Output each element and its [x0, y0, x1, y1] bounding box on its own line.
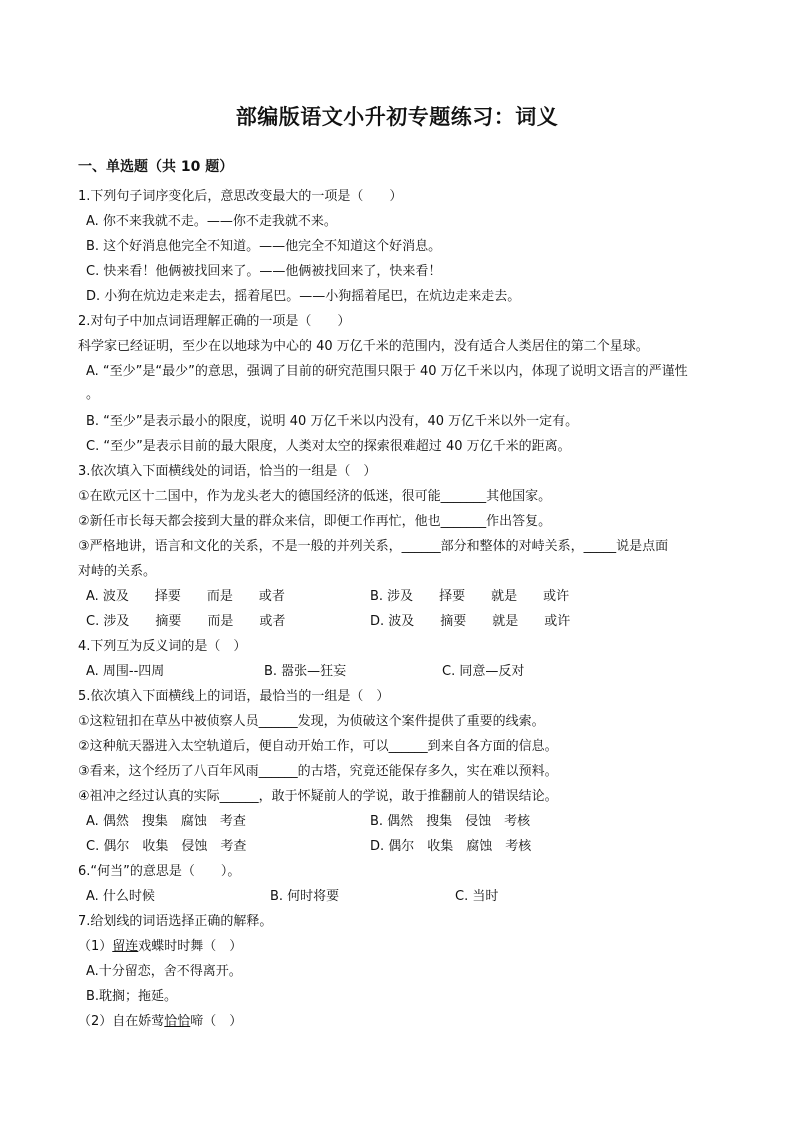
question-5-option-b: B. 偶然 搜集 侵蚀 考核: [370, 814, 531, 829]
question-7-part-1: [78, 938, 242, 956]
question-3-sentence-2: [78, 513, 551, 531]
question-1-option-d: D. 小狗在炕边走来走去，摇着尾巴。——小狗摇着尾巴，在炕边走来走去。: [86, 289, 521, 304]
sentence-text: ①在欧元区十二国中，作为龙头老大的德国经济的低迷，很可能: [78, 489, 441, 504]
question-7-part-1-option-b: B.耽搁；拖延。: [86, 989, 178, 1004]
sentence-text: 戏蝶时时舞（ ）: [138, 939, 243, 954]
question-5-option-c: C. 偶尔 收集 侵蚀 考查: [86, 839, 247, 854]
blank-line: ______: [258, 764, 298, 779]
sentence-text: 的古塔，究竟还能保存多久，实在难以预料。: [297, 764, 558, 779]
question-1-option-a: A. 你不来我就不走。——你不走我就不来。: [86, 214, 337, 229]
question-3-option-c: C. 涉及 摘要 而是 或者: [86, 614, 286, 629]
sentence-text: 作出答复。: [486, 514, 552, 529]
question-3-option-a: A. 波及 择要 而是 或者: [86, 589, 285, 604]
sentence-text: 发现，为侦破这个案件提供了重要的线索。: [297, 714, 545, 729]
question-6-option-a: A. 什么时候: [86, 889, 155, 904]
sentence-text: ③严格地讲，语言和文化的关系，不是一般的并列关系，: [78, 539, 402, 554]
question-1-option-c: C. 快来看！他俩被找回来了。——他俩被找回来了，快来看！: [86, 264, 442, 279]
blank-line: _______: [440, 514, 487, 529]
sentence-text: 到来自各方面的信息。: [427, 739, 558, 754]
question-1-option-b: B. 这个好消息他完全不知道。——他完全不知道这个好消息。: [86, 239, 442, 254]
sentence-text: 其他国家。: [486, 489, 552, 504]
sentence-text: 部分和整体的对峙关系，: [440, 539, 584, 554]
question-5-sentence-4: [78, 788, 558, 806]
question-6-option-b: B. 何时将要: [270, 889, 340, 904]
section-heading: 一、单选题（共 10 题）: [78, 159, 234, 175]
question-4-stem: 4.下列互为反义词的是（ ）: [78, 639, 247, 654]
blank-line: _____: [583, 539, 617, 554]
question-1-stem: 1.下列句子词序变化后，意思改变最大的一项是（ ）: [78, 189, 403, 204]
underlined-word: 恰恰: [164, 1014, 191, 1029]
blank-line: ______: [388, 739, 428, 754]
question-4-option-c: C. 同意—反对: [442, 664, 525, 679]
question-2-option-b: B. “至少”是表示最小的限度，说明 40 万亿千米以内没有，40 万亿千米以外一定有。: [86, 414, 579, 429]
question-4-option-a: A. 周围--四周: [86, 664, 165, 679]
blank-line: ______: [219, 789, 259, 804]
question-4-option-b: B. 嚣张—狂妄: [264, 664, 347, 679]
question-5-sentence-1: [78, 713, 545, 731]
question-2-option-a: A. “至少”是“最少”的意思，强调了目前的研究范围只限于 40 万亿千米以内，体现了说明文语言的严谨性: [86, 364, 688, 379]
sentence-text: ①这粒钮扣在草丛中被侦察人员: [78, 714, 259, 729]
question-5-stem: 5.依次填入下面横线上的词语，最恰当的一组是（ ）: [78, 689, 390, 704]
sentence-text: ②这种航天器进入太空轨道后，便自动开始工作，可以: [78, 739, 389, 754]
question-2-stem: 2.对句子中加点词语理解正确的一项是（ ）: [78, 314, 351, 329]
question-7-stem: 7.给划线的词语选择正确的解释。: [78, 914, 273, 929]
question-2-passage: 科学家已经证明，至少在以地球为中心的 40 万亿千米的范围内，没有适合人类居住的第二个星球。: [78, 339, 649, 354]
question-5-option-a: A. 偶然 搜集 腐蚀 考查: [86, 814, 246, 829]
question-2-option-a-cont: 。: [86, 387, 100, 402]
question-3-option-d: D. 波及 摘要 就是 或许: [370, 614, 571, 629]
blank-line: ______: [401, 539, 441, 554]
question-7-part-1-option-a: A.十分留恋，舍不得离开。: [86, 964, 242, 979]
question-3-sentence-3-cont: 对峙的关系。: [78, 564, 157, 579]
question-5-sentence-2: [78, 738, 558, 756]
question-5-sentence-3: [78, 763, 558, 781]
question-2-option-c: C. “至少”是表示目前的最大限度，人类对太空的探索很难超过 40 万亿千米的距离。: [86, 439, 571, 454]
question-7-part-2: [78, 1013, 242, 1031]
part-number: （1）: [78, 939, 113, 954]
sentence-text: ③看来，这个经历了八百年风雨: [78, 764, 259, 779]
sentence-text: ，敢于怀疑前人的学说，敢于推翻前人的错误结论。: [258, 789, 558, 804]
sentence-text: 说是点面: [616, 539, 669, 554]
sentence-text: 啼（ ）: [190, 1014, 243, 1029]
sentence-text: ②新任市长每天都会接到大量的群众来信，即便工作再忙，他也: [78, 514, 441, 529]
sentence-text: （2）自在娇莺: [78, 1014, 165, 1029]
question-6-option-c: C. 当时: [455, 889, 499, 904]
question-3-option-b: B. 涉及 择要 就是 或许: [370, 589, 570, 604]
underlined-word: 留连: [112, 939, 139, 954]
sentence-text: ④祖冲之经过认真的实际: [78, 789, 220, 804]
question-3-sentence-3: [78, 538, 668, 556]
question-3-stem: 3.依次填入下面横线处的词语，恰当的一组是（ ）: [78, 464, 377, 479]
question-3-sentence-1: [78, 488, 551, 506]
blank-line: _______: [440, 489, 487, 504]
question-5-option-d: D. 偶尔 收集 腐蚀 考核: [370, 839, 532, 854]
page-title: 部编版语文小升初专题练习：词义: [235, 104, 559, 129]
blank-line: ______: [258, 714, 298, 729]
question-6-stem: 6.“何当”的意思是（ ）。: [78, 864, 241, 879]
